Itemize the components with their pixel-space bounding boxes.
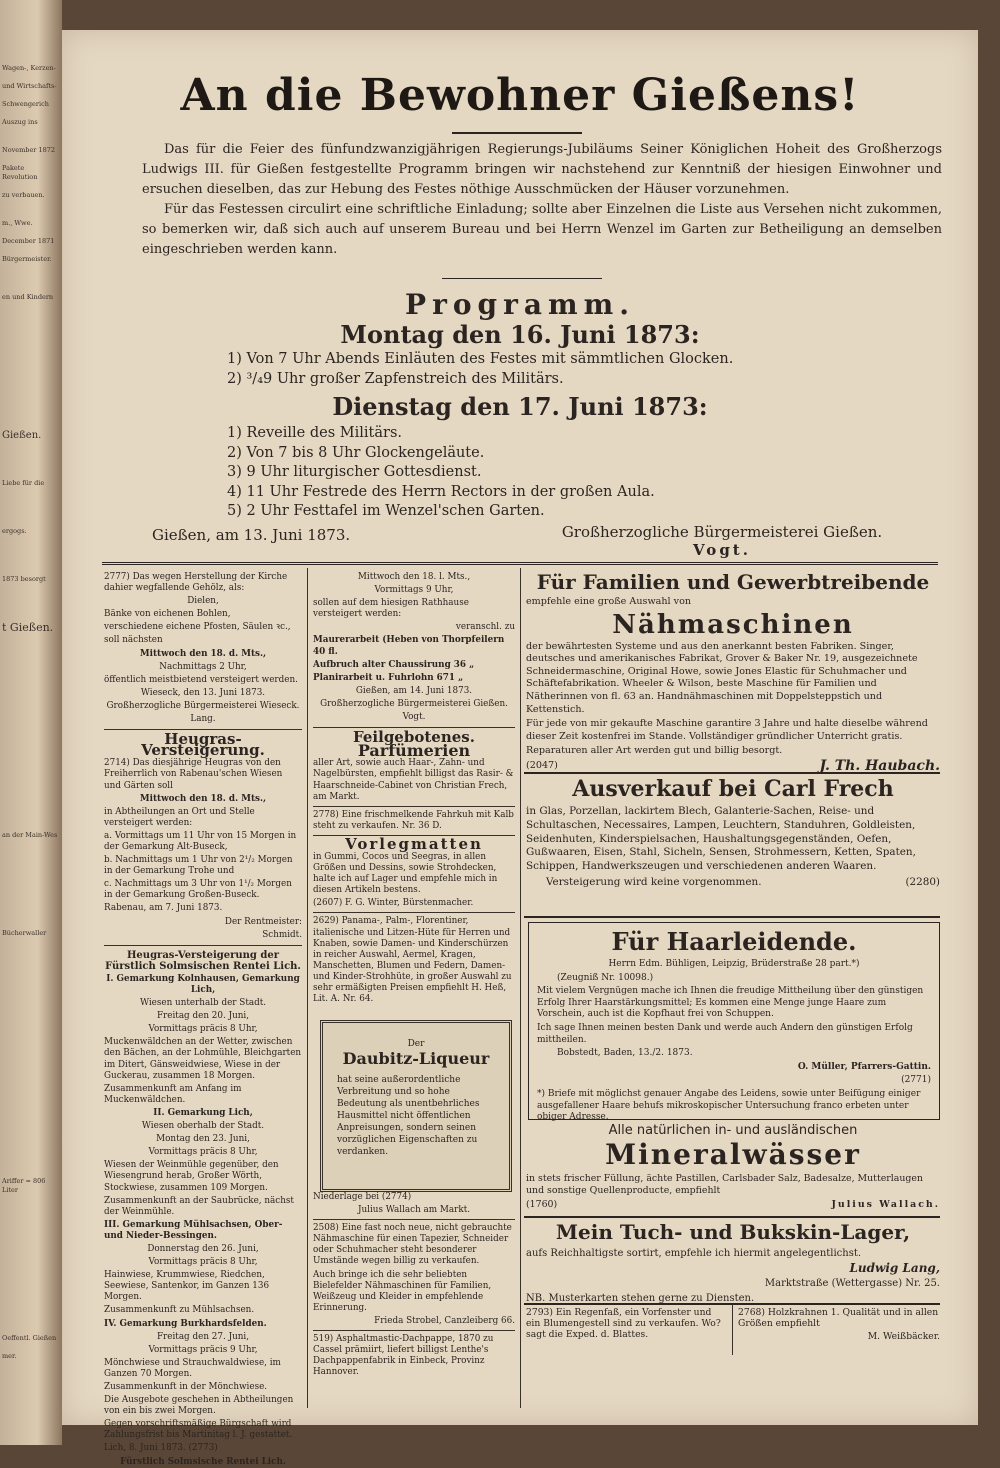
ad-dachpappe: 519) Asphaltmastic-Dachpappe, 1870 zu Cassel prämiirt, liefert billigst Lenthe's Dachpappenfabrik in Einbeck, Provinz Hannover. (313, 1334, 494, 1378)
binding-line: Bürgermeister. (2, 255, 52, 263)
ad-line: Lich, 8. Juni 1873. (2773) (104, 1443, 218, 1454)
ad-line: Gießen, am 14. Juni 1873. (355, 685, 473, 696)
ad-haarleidende-body (537, 927, 931, 1123)
ad-line: II. Gemarkung Lich, (153, 1107, 253, 1118)
ad-line: IV. Gemarkung Burkhardsfelden. (104, 1318, 267, 1329)
ad-ausverkauf-frech (526, 775, 940, 915)
intro-paragraph-1: Das für die Feier des fünfundzwanzigjährigen Regierungs-Jubiläums Seiner Königlichen Hoheit des Großherzogs Ludwigs III. für Gießen festgestellte Programm bringen wir nachstehend zur Kenntniß der hiesigen Einwohner und ersuchen dieselben, das zur Hebung des Festes nöthige Ausschmücken der Häuser vorzunehmen. (142, 142, 942, 197)
ad-title: Für Haarleidende. (611, 927, 857, 956)
ad-line: Montag den 23. Juni, (156, 1134, 250, 1145)
binding-line: zu verbauen. (2, 191, 45, 199)
ad-title: Mein Tuch- und Bukskin-Lager, (555, 1220, 911, 1244)
ad-line: Marktstraße (Wettergasse) Nr. 25. (764, 1278, 940, 1289)
column-1 (104, 572, 302, 1467)
ad-signature: J. Th. Haubach. (819, 757, 940, 774)
ad-line: Zusammenkunft zu Mühlsachsen. (104, 1305, 255, 1316)
ad-line: Zusammenkunft in der Mönchwiese. (104, 1382, 268, 1392)
ad-mineralwaesser (526, 1125, 940, 1217)
binding-line: Wagen-, Kerzen- (2, 64, 56, 72)
ad-daubitz-liqueur (320, 1020, 512, 1192)
binding-line: Liebe für die (2, 479, 45, 487)
column-2-bottom (313, 1192, 515, 1412)
page-title: An die Bewohner Gießens! (180, 70, 860, 121)
program-place-date: Gießen, am 13. Juni 1873. (152, 526, 351, 544)
ad-line: Vormittags präcis 9 Uhr, (148, 1344, 258, 1355)
ad-divider (524, 916, 940, 918)
ad-title: Parfümerien (357, 741, 471, 761)
binding-line: an der Main-Wes (2, 831, 58, 839)
ad-text: Für jede von mir gekaufte Maschine garantire 3 Jahre und halte dieselbe während dieser Zeit kostenfrei im Stande. Vollständiger gründlicher Unterricht gratis. (526, 718, 928, 742)
ad-text: der bewährtesten Systeme und aus den anerkannt besten Fabriken. Singer, deutsches und amerikanisches Fabrikat, Grover & Baker Nr. 19, ausgezeichnete Schneidermaschine, Original Howe, sowie Jones Elastic für Schuhmacher und Schäftefabrikation. Wheeler & Wilson, beste Maschine für Familien und Nätherinnen von fl. 63 an. Handnähmaschinen mit Doppelsteppstich und Kettenstich. (526, 640, 918, 715)
ad-parfuemerien: aller Art, sowie auch Haar-, Zahn- und Nagelbürsten, empfiehlt billigst das Rasir- & Haarschneide-Cabinet von Christian Frech, am Markt. (313, 758, 514, 802)
ad-line: Wieseck, den 13. Juni 1873. (140, 687, 266, 698)
ad-divider (524, 1216, 940, 1218)
ad-line: Zusammenkunft am Anfang im Muckenwäldchen. (104, 1083, 242, 1105)
intro-rule (442, 278, 602, 279)
ad-number: (1760) (526, 1199, 558, 1210)
ad-naehmaschinen-haubach (526, 570, 940, 774)
ad-line: Mittwoch den 18. d. Mts., (139, 793, 267, 804)
ad-heugras-lich (104, 950, 302, 1468)
ad-title: Für Familien und Gewerbtreibende (536, 570, 930, 594)
ad-line: Großherzogliche Bürgermeisterei Gießen. (320, 698, 508, 709)
ad-title: Mineralwässer (605, 1138, 861, 1171)
ad-line: Vormittags präcis 8 Uhr, (148, 1257, 258, 1268)
ad-line: Versteigerung wird keine vorgenommen. (546, 875, 762, 888)
ad-line: Aufbruch alter Chaussirung 36 „ (313, 659, 475, 670)
ad-regenfass (526, 1307, 728, 1357)
program-day-2-items (227, 424, 655, 522)
binding-line: November 1872 (2, 146, 56, 154)
ad-line: NB. Musterkarten stehen gerne zu Diensten. (526, 1293, 755, 1304)
ad-text: hat seine außerordentliche Verbreitung und so hohe Bedeutung als unentbehrliches Hausmittel nicht öffentlichen Anpreisungen, sondern seinen vorzüglichen Eigenschaften zu verdanken. (337, 1075, 480, 1157)
ad-line: Freitag den 27. Juni, (156, 1331, 250, 1342)
program-day-1: Montag den 16. Juni 1873: (340, 320, 700, 349)
ad-divider (524, 772, 940, 774)
ad-line: Nachmittags 2 Uhr, (159, 661, 247, 672)
ad-naehmaschine: 2508) Eine fast noch neue, nicht gebrauchte Nähmaschine für einen Tapezier, Schneider oder Schuhmacher steht besonderer Umstände wegen billig zu verkaufen. (313, 1223, 512, 1267)
program-signature (557, 523, 887, 559)
ad-line: 2777) Das wegen Herstellung der Kirche dahier wegfallende Gehölz, als: (104, 572, 288, 594)
ad-line: öffentlich meistbietend versteigert werden. (104, 674, 298, 685)
ad-line: Fürstlich Solmsische Rentei Lich. (120, 1456, 286, 1467)
program-authority: Großherzogliche Bürgermeisterei Gießen. (561, 523, 883, 541)
title-rule (452, 132, 582, 134)
ad-text: in Glas, Porzellan, lackirtem Blech, Galanterie-Sachen, Reise- und Schultaschen, Necessaires, Lampen, Leuchtern, Standuhren, Goldleisten, Seidenhuten, Kinderspielsachen, Haushaltungsgegenständen, Oefen, Gußwaaren, Eisen, Stahl, Sicheln, Sensen, Strohmessern, Ketten, Spaten, Schippen, Handwerkszeugen und verschiedenen anderen Waaren. (526, 805, 916, 873)
program-item: 2) Von 7 bis 8 Uhr Glockengeläute. (227, 444, 485, 461)
ad-line: Bobstedt, Baden, 13./2. 1873. (557, 1048, 693, 1059)
ad-line: Schmidt. (262, 929, 302, 940)
ad-hüte: 2629) Panama-, Palm-, Florentiner, italienische und Litzen-Hüte für Herren und Knaben, sowie Damen- und Kinderschürzen in reicher Auswahl, Aermel, Kragen, Manschetten, Blumen und Federn, Damen- und Kinder-Strohhüte, in großer Auswahl zu sehr ermäßigten Preisen empfiehlt H. Heß, Lit. A. Nr. 64. (313, 916, 512, 1005)
ad-line: Wiesen der Weinmühle gegenüber, den Wiesengrund herab, Großer Wörth, Stockwiese, zusammen 109 Morgen. (104, 1160, 279, 1193)
ad-signature: Frieda Strobel, Canzleiberg 66. (374, 1315, 515, 1326)
ad-line: III. Gemarkung Mühlsachsen, Ober- und Nieder-Bessingen. (104, 1219, 283, 1241)
ad-line: Der (407, 1039, 425, 1049)
ad-signature: Julius Wallach. (831, 1199, 940, 1210)
ad-line: Großherzogliche Bürgermeisterei Wieseck. (106, 700, 300, 711)
binding-line: t Gießen. (2, 621, 54, 634)
ad-text: aufs Reichhaltigste sortirt, empfehle ich hiermit angelegentlichst. (526, 1248, 862, 1259)
ad-line: sollen auf dem hiesigen Rathhause versteigert werden: (313, 598, 469, 620)
binding-line: m., Wwe. (2, 219, 33, 227)
binding-line: Oeffentl. Gießen (2, 1334, 57, 1342)
program-item: 1) Von 7 Uhr Abends Einläuten des Festes mit sämmtlichen Glocken. (227, 351, 734, 367)
ad-line: Hainwiese, Krummwiese, Riedchen, Seewiese, Santenkor, im Ganzen 136 Morgen. (104, 1270, 270, 1303)
ad-footnote: *) Briefe mit möglichst genauer Angabe des Leidens, sowie unter Beifügung einiger ausgefallener Haare behufs mikroskopischer Untersuchung franco erbeten unter obiger Adresse. (537, 1088, 921, 1123)
binding-line: en und Kindern (2, 293, 54, 301)
program-day-1-items (227, 350, 733, 389)
binding-text (2, 55, 60, 1370)
ad-signature: (2607) F. G. Winter, Bürstenmacher. (313, 898, 474, 909)
ad-kirchengehoelz (104, 572, 302, 725)
ad-text: Ich sage Ihnen meinen besten Dank und werde auch Andern den günstigen Erfolg mittheilen. (537, 1022, 913, 1045)
binding-line: Pakete Revolution (2, 164, 38, 181)
ad-line: Julius Wallach am Markt. (357, 1205, 471, 1216)
ad-line: I. Gemarkung Kolnhausen, Gemarkung Lich, (106, 973, 300, 995)
ad-holzkrahnen (738, 1307, 940, 1357)
ad-text: Reparaturen aller Art werden gut und billig besorgt. (526, 745, 783, 757)
binding-line: 1873 besorgt (2, 575, 46, 583)
ad-line: verschiedene eichene Pfosten, Säulen ꝛc., (104, 622, 291, 633)
newspaper-page (62, 30, 978, 1467)
column-divider (732, 1305, 733, 1355)
ad-text: 2793) Ein Regenfaß, ein Vorfenster und ein Blumengestell sind zu verkaufen. Wo? sagt die Exped. d. Blattes. (526, 1307, 721, 1341)
binding-line: ergogs. (2, 527, 27, 535)
program-item: 1) Reveille des Militärs. (227, 425, 402, 441)
ad-line: Niederlage bei (2774) (313, 1192, 412, 1202)
ad-text: 2768) Holzkrahnen 1. Qualität und in allen Größen empfiehlt (738, 1307, 939, 1330)
binding-line: Bücherwaller (2, 929, 47, 937)
binding-line: Auszug ins (2, 118, 38, 126)
ad-title: Heugras-Versteigerung der Fürstlich Solmsischen Rentei Lich. (105, 949, 301, 972)
program-day-2: Dienstag den 17. Juni 1873: (332, 392, 708, 421)
ad-line: Vormittags präcis 8 Uhr, (148, 1024, 258, 1035)
ad-line: Vormittags präcis 8 Uhr, (148, 1147, 258, 1158)
ad-naehmaschine-2: Auch bringe ich die sehr beliebten Bielefelder Nähmaschinen für Familien, Weißzeug und Kleider in empfehlende Erinnerung. (313, 1269, 492, 1313)
ad-signature: Ludwig Lang, (849, 1261, 940, 1275)
section-divider (102, 562, 938, 565)
binding-line: Schwengerich (2, 100, 49, 108)
binding-line: mer. (2, 1352, 17, 1360)
ad-line: Muckenwäldchen an der Wetter, zwischen den Bächen, an der Lohmühle, Bleichgarten im Ditert, Gänsweidwiese, Wiese in der Guckerau, zusammen 18 Morgen. (104, 1037, 302, 1081)
ad-fahrkuh: 2778) Eine frischmelkende Fahrkuh mit Kalb steht zu verkaufen. Nr. 36 D. (313, 809, 514, 831)
ad-text: in stets frischer Füllung, ächte Pastillen, Carlsbader Salz, Badesalze, Mutterlaugen und sonstige Quellenproducte, empfiehlt (526, 1173, 923, 1196)
ad-line: Mittwoch den 18. l. Mts., (357, 572, 471, 582)
program-item: 4) 11 Uhr Festrede des Herrn Rectors in der großen Aula. (227, 483, 655, 500)
ad-title: Ausverkauf bei Carl Frech (572, 776, 894, 802)
ad-line: Dielen, (187, 596, 219, 607)
program-title: Programm. (405, 288, 635, 321)
ad-line: a. Vormittags um 11 Uhr von 15 Morgen in der Gemarkung Alt-Buseck, (104, 830, 297, 852)
ad-line: Mönchwiese und Strauchwaldwiese, im Ganzen 70 Morgen. (104, 1357, 281, 1379)
ad-line: Alle natürlichen in- und ausländischen (608, 1123, 858, 1138)
ad-line: in Abtheilungen an Ort und Stelle versteigert werden: (104, 806, 255, 828)
ad-gießen-versteigerung (313, 572, 515, 723)
program-item: 3) 9 Uhr liturgischer Gottesdienst. (227, 464, 482, 480)
ad-line: Herrn Edm. Bühligen, Leipzig, Brüderstraße 28 part.*) (608, 959, 860, 969)
ad-line: Vormittags 9 Uhr, (374, 585, 454, 596)
binding-line: und Wirtschafts- (2, 82, 57, 90)
program-signer: Vogt. (693, 541, 751, 559)
intro-text (142, 140, 942, 260)
ad-line: Lang. (190, 714, 216, 725)
binding-line: Ariffer = 806 Liter (2, 1177, 46, 1194)
ad-line: Gegen vorschriftsmäßige Bürgschaft wird Zahlungsfrist bis Martinitag l. J. gestattet. (104, 1419, 293, 1441)
ad-vorlegmatten: in Gummi, Cocos und Seegras, in allen Größen und Dessins, sowie Strohdecken, halte ich auf Lager und empfehle mich in diesen Artikeln bestens. (313, 851, 498, 896)
ad-title: Heugras-Versteigerung. (141, 730, 265, 760)
column-divider (307, 568, 308, 1408)
ad-line: Wiesen unterhalb der Stadt. (139, 998, 267, 1009)
ad-line: Bänke von eichenen Bohlen, (104, 609, 231, 620)
ad-title: Vorlegmatten (345, 834, 483, 853)
binding-line: Gießen. (2, 430, 42, 441)
column-divider (520, 568, 521, 1408)
ad-line: Die Ausgebote geschehen in Abtheilungen von ein bis zwei Morgen. (104, 1395, 294, 1417)
book-binding (0, 0, 62, 1445)
ad-line: Freitag den 20. Juni, (156, 1011, 250, 1022)
ad-title: Feilgebotenes. (353, 728, 475, 747)
ad-line: Donnerstag den 26. Juni, (147, 1243, 259, 1254)
ad-tuchlager-lang (526, 1219, 940, 1304)
ad-line: Planirarbeit u. Fuhrlohn 671 „ (313, 672, 464, 683)
ad-line: Rabenau, am 7. Juni 1873. (104, 903, 223, 914)
ad-line: 2714) Das diesjährige Heugras von den Freiherrlich von Rabenau'schen Wiesen und Gärten soll (104, 758, 283, 791)
ad-line: soll nächsten (104, 635, 163, 646)
ad-number: (2047) (526, 759, 558, 771)
binding-line: December 1871 (2, 237, 55, 245)
ad-title: Nähmaschinen (612, 609, 854, 640)
intro-paragraph-2: Für das Festessen circulirt eine schriftliche Einladung; sollte aber Einzelnen die Liste aus Versehen nicht zukommen, so bemerken wir, daß sich auch auf unserem Bureau und bei Herrn Wenzel im Garten zur Betheiligung an demselben eingeschrieben werden kann. (142, 202, 942, 257)
ad-line: Maurerarbeit (Heben von Thorpfeilern 40 fl. (313, 635, 505, 657)
ad-title: Daubitz-Liqueur (342, 1049, 490, 1068)
ad-line: Wiesen oberhalb der Stadt. (141, 1121, 265, 1132)
ad-line: veranschl. zu (455, 622, 515, 633)
ad-line: b. Nachmittags um 1 Uhr von 2¹/₂ Morgen in der Gemarkung Trohe und (104, 855, 293, 877)
ad-heugras-rabenau (104, 730, 302, 941)
ad-line: Vogt. (402, 712, 426, 723)
ad-number: (2771) (901, 1075, 931, 1086)
ad-line: c. Nachmittags um 3 Uhr von 1¹/₂ Morgen in der Gemarkung Großen-Buseck. (104, 879, 292, 901)
ad-text: Mit vielem Vergnügen mache ich Ihnen die freudige Mittheilung über den günstigen Erfolg Ihrer Haarstärkungsmittel; Es kommen eine Menge junge Haare zum Vorschein, auch ist die Kopfhaut frei von Schuppen. (537, 986, 924, 1020)
ad-line: Der Rentmeister: (224, 916, 302, 927)
ad-line: Zusammenkunft an der Saubrücke, nächst der Weinmühle. (104, 1195, 294, 1217)
ad-signature: M. Weißbäcker. (867, 1331, 940, 1343)
ad-signature: O. Müller, Pfarrers-Gattin. (797, 1061, 931, 1072)
ad-haarleidende (528, 922, 940, 1123)
ad-line: empfehle eine große Auswahl von (526, 596, 692, 607)
ad-number: (2280) (905, 875, 940, 888)
ad-line: Mittwoch den 18. d. Mts., (139, 648, 267, 659)
ad-line: (Zeugniß Nr. 10098.) (557, 972, 654, 983)
program-item: 2) ³/₄9 Uhr großer Zapfenstreich des Militärs. (227, 370, 564, 387)
program-item: 5) 2 Uhr Festtafel im Wenzel'schen Garten. (227, 503, 545, 519)
